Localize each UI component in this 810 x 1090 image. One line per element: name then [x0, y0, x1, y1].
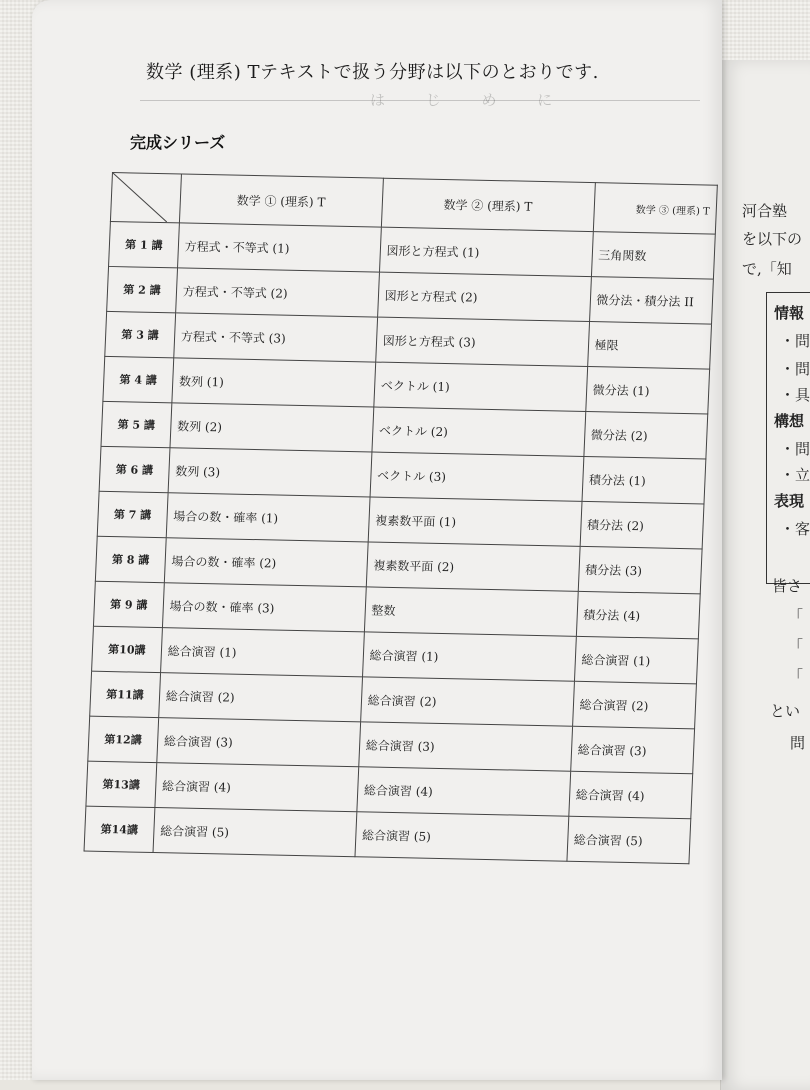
math3-cell: 積分法 (4) [576, 591, 700, 639]
lecture-number-cell: 第10講 [92, 626, 163, 672]
math3-cell: 微分法 (2) [583, 411, 707, 459]
adjacent-line: ・問 [780, 360, 810, 378]
math2-cell: ベクトル (2) [372, 407, 586, 456]
math1-cell: 場合の数・確率 (1) [166, 493, 370, 542]
curriculum-table-wrap [83, 172, 718, 874]
column-header-math3: 数学 ③ (理系) T [593, 183, 718, 235]
lecture-number-cell: 第 8 講 [95, 536, 166, 582]
lecture-number-cell: 第11講 [90, 671, 161, 717]
adjacent-line: 表現 [774, 492, 805, 510]
section-title: 完成シリーズ [130, 133, 226, 152]
math2-cell: 整数 [364, 587, 578, 636]
math3-cell: 極限 [587, 322, 711, 370]
math3-cell: 三角関数 [591, 232, 715, 280]
adjacent-line: ・問 [780, 332, 810, 350]
math2-cell: 図形と方程式 (2) [377, 272, 591, 321]
intro-sentence: 数学 (理系) Tテキストで扱う分野は以下のとおりです. [146, 62, 599, 83]
math3-cell: 微分法・積分法 II [589, 277, 713, 325]
adjacent-line: 「 [788, 637, 804, 655]
lecture-number-cell: 第 9 講 [93, 581, 164, 627]
math2-cell: 総合演習 (5) [355, 812, 569, 861]
math1-cell: 数列 (2) [170, 403, 374, 452]
math3-cell: 積分法 (2) [580, 501, 704, 549]
math3-cell: 総合演習 (4) [568, 771, 692, 819]
lecture-number-cell: 第 3 講 [105, 311, 176, 357]
adjacent-line: 「 [788, 667, 804, 685]
adjacent-line: 情報 [774, 304, 805, 322]
math2-cell: 複素数平面 (1) [368, 497, 582, 546]
math2-cell: 図形と方程式 (1) [379, 227, 593, 276]
math3-cell: 総合演習 (2) [572, 681, 696, 729]
math1-cell: 総合演習 (1) [160, 628, 364, 677]
adjacent-line: ・立 [780, 466, 810, 484]
math1-cell: 総合演習 (3) [157, 718, 361, 767]
math2-cell: ベクトル (1) [373, 362, 587, 411]
math1-cell: 方程式・不等式 (2) [175, 268, 379, 317]
lecture-number-cell: 第 7 講 [97, 491, 168, 537]
math1-cell: 場合の数・確率 (3) [162, 583, 366, 632]
lecture-number-cell: 第 4 講 [103, 356, 174, 402]
math2-cell: 複素数平面 (2) [366, 542, 580, 591]
math1-cell: 数列 (1) [172, 358, 376, 407]
adjacent-line: とい [770, 702, 801, 720]
adjacent-line: 構想 [774, 412, 805, 430]
adjacent-line: 皆さ [772, 577, 803, 595]
column-header-math1: 数学 ① (理系) T [179, 174, 383, 227]
math3-cell: 積分法 (3) [578, 546, 702, 594]
math2-cell: 総合演習 (2) [360, 677, 574, 726]
lecture-number-cell: 第 1 講 [109, 221, 180, 267]
lecture-number-cell: 第13講 [86, 761, 157, 807]
math1-cell: 数列 (3) [168, 448, 372, 497]
faint-heading-text: は じ め に [370, 91, 571, 109]
adjacent-line: 問 [790, 734, 806, 752]
lecture-number-cell: 第14講 [84, 806, 155, 852]
math1-cell: 総合演習 (4) [155, 763, 359, 812]
math2-cell: 図形と方程式 (3) [375, 317, 589, 366]
adjacent-line: 河合塾 [742, 202, 788, 220]
math2-cell: 総合演習 (4) [357, 767, 571, 816]
math3-cell: 総合演習 (3) [570, 726, 694, 774]
math3-cell: 積分法 (1) [582, 456, 706, 504]
lecture-number-cell: 第 5 講 [101, 401, 172, 447]
math1-cell: 総合演習 (5) [153, 808, 357, 857]
lecture-number-cell: 第12講 [88, 716, 159, 762]
adjacent-line: 「 [788, 607, 804, 625]
math3-cell: 微分法 (1) [585, 366, 709, 414]
lecture-number-cell: 第 2 講 [107, 266, 178, 312]
math2-cell: 総合演習 (1) [362, 632, 576, 681]
math1-cell: 方程式・不等式 (3) [173, 313, 377, 362]
math1-cell: 総合演習 (2) [158, 673, 362, 722]
table-corner-cell [110, 173, 181, 223]
adjacent-line: ・客 [780, 520, 810, 538]
lecture-number-cell: 第 6 講 [99, 446, 170, 492]
column-header-math2: 数学 ② (理系) T [381, 178, 595, 231]
math1-cell: 方程式・不等式 (1) [177, 223, 381, 272]
math2-cell: ベクトル (3) [370, 452, 584, 501]
math2-cell: 総合演習 (3) [358, 722, 572, 771]
math3-cell: 総合演習 (1) [574, 636, 698, 684]
math3-cell: 総合演習 (5) [566, 816, 690, 864]
curriculum-table [84, 172, 718, 864]
adjacent-line: ・具 [780, 386, 810, 404]
diagonal-line-icon [111, 173, 169, 222]
faint-bleedthrough-heading [140, 91, 700, 121]
math1-cell: 場合の数・確率 (2) [164, 538, 368, 587]
adjacent-line: ・問 [780, 440, 810, 458]
adjacent-line: で,「知 [742, 260, 792, 278]
adjacent-line: を以下の [742, 230, 803, 248]
